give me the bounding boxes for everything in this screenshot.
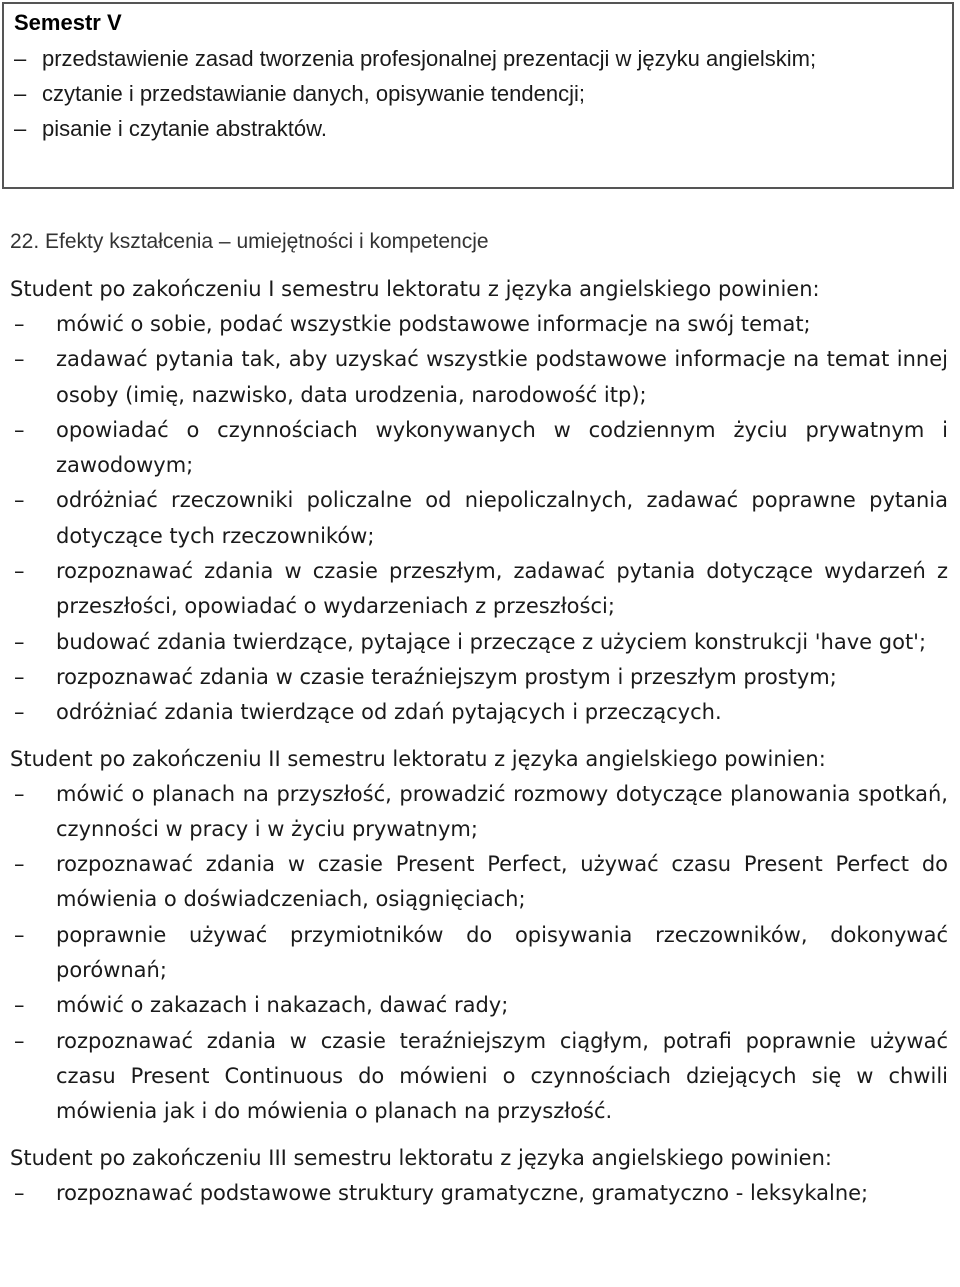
dash-bullet: – (14, 1180, 25, 1205)
dash-bullet: – (14, 116, 27, 141)
topic-item (14, 41, 946, 76)
dash-bullet: – (14, 417, 25, 442)
list-item-text: rozpoznawać zdania w czasie teraźniejszym ciągłym, potrafi poprawnie używać czasu Present Continuous do mówieni o czynnościach dziejących się w chwili mówienia jak i do mówienia o planach na przyszłość. (56, 1028, 948, 1124)
list-item (10, 695, 948, 730)
group-intro: Student po zakończeniu I semestru lektoratu z języka angielskiego powinien: (10, 277, 820, 301)
list-item (10, 554, 948, 625)
dash-bullet: – (14, 46, 27, 71)
section-heading: 22. Efekty kształcenia – umiejętności i kompetencje (10, 230, 489, 253)
list-item (10, 988, 948, 1023)
list-item-text: rozpoznawać zdania w czasie teraźniejszym prostym i przeszłym prostym; (56, 664, 837, 689)
list-item-text: odróżniać rzeczowniki policzalne od niepoliczalnych, zadawać poprawne pytania dotyczące tych rzeczowników; (56, 488, 948, 548)
dash-bullet: – (14, 993, 25, 1018)
list-item-text: rozpoznawać podstawowe struktury gramatyczne, gramatyczno - leksykalne; (56, 1180, 869, 1205)
dash-bullet: – (14, 922, 25, 947)
list-item (10, 413, 948, 484)
semester-topic-list (14, 41, 946, 146)
dash-bullet: – (14, 1028, 25, 1053)
topic-item (14, 76, 946, 111)
dash-bullet: – (14, 488, 25, 513)
topic-text: pisanie i czytanie abstraktów. (42, 116, 327, 141)
list-item-text: odróżniać zdania twierdzące od zdań pytających i przeczących. (56, 700, 722, 725)
list-item (10, 342, 948, 413)
outcome-group-semester-1 (10, 272, 948, 731)
dash-bullet: – (14, 664, 25, 689)
topic-item (14, 111, 946, 146)
list-item-text: zadawać pytania tak, aby uzyskać wszystkie podstawowe informacje na temat innej osoby (imię, nazwisko, data urodzenia, narodowość itp); (56, 347, 948, 407)
outcome-group-semester-2 (10, 742, 948, 1130)
list-item-text: mówić o zakazach i nakazach, dawać rady; (56, 993, 509, 1018)
list-item (10, 660, 948, 695)
list-item (10, 625, 948, 660)
list-item (10, 777, 948, 848)
semester-title: Semestr V (14, 10, 122, 35)
list-item-text: rozpoznawać zdania w czasie Present Perfect, używać czasu Present Perfect do mówienia o doświadczeniach, osiągnięciach; (56, 852, 948, 912)
dash-bullet: – (14, 81, 27, 106)
list-item (10, 847, 948, 918)
dash-bullet: – (14, 781, 25, 806)
list-item-text: mówić o sobie, podać wszystkie podstawowe informacje na swój temat; (56, 312, 811, 336)
list-item (10, 483, 948, 554)
list-item (10, 307, 948, 342)
topic-text: przedstawienie zasad tworzenia profesjonalnej prezentacji w języku angielskim; (42, 46, 817, 71)
dash-bullet: – (14, 312, 25, 336)
list-item-text: rozpoznawać zdania w czasie przeszłym, zadawać pytania dotyczące wydarzeń z przeszłości, opowiadać o wydarzeniach z przeszłości; (56, 559, 948, 619)
dash-bullet: – (14, 852, 25, 877)
dash-bullet: – (14, 700, 25, 725)
outcome-group-semester-3 (10, 1141, 948, 1211)
group-intro: Student po zakończeniu III semestru lektoratu z języka angielskiego powinien: (10, 1145, 832, 1170)
group-intro: Student po zakończeniu II semestru lektoratu z języka angielskiego powinien: (10, 746, 826, 771)
topic-text: czytanie i przedstawianie danych, opisywanie tendencji; (42, 81, 585, 106)
dash-bullet: – (14, 347, 25, 372)
learning-outcomes (10, 272, 948, 1222)
list-item-text: opowiadać o czynnościach wykonywanych w codziennym życiu prywatnym i zawodowym; (56, 417, 948, 478)
dash-bullet: – (14, 559, 25, 584)
list-item-text: poprawnie używać przymiotników do opisywania rzeczowników, dokonywać porównań; (56, 922, 948, 983)
list-item-text: budować zdania twierdzące, pytające i przeczące z użyciem konstrukcji 'have got'; (56, 629, 927, 654)
list-item (10, 1024, 948, 1130)
list-item-text: mówić o planach na przyszłość, prowadzić rozmowy dotyczące planowania spotkań, czynności w pracy i w życiu prywatnym; (56, 781, 948, 841)
list-item (10, 1176, 948, 1211)
dash-bullet: – (14, 629, 25, 654)
list-item (10, 918, 948, 989)
semester-box (2, 2, 954, 189)
